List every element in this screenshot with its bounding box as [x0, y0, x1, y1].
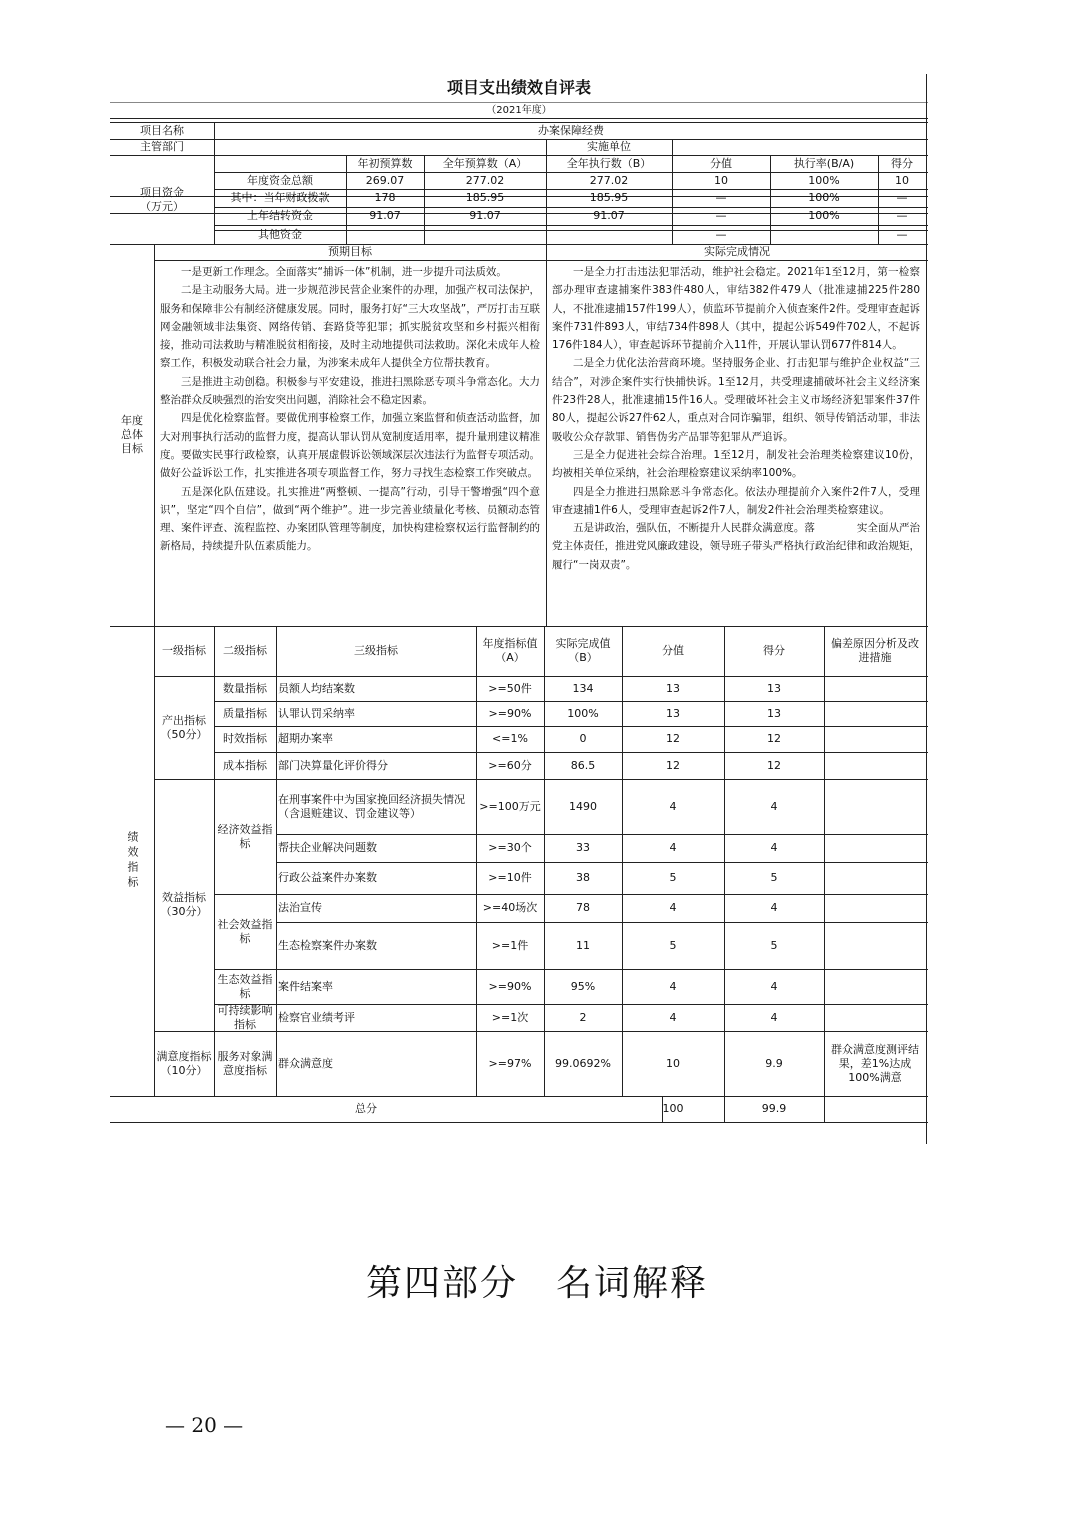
- goal-paragraph: 一是全力打击违法犯罪活动，维护社会稳定。2021年1至12月，第一检察部办理审查逮捕案件383件480人，审结382件479人（批准逮捕225件280人，不批准逮捕157件199人），侦监环节提前介入侦查案件2件。受理审查起诉案件731件893人，审结734件898人（其中，提起公诉549件702人，不起诉176件184人），审查起诉环节提前介入11件，开展认罪认罚677件814人。: [552, 266, 920, 352]
- level1-output: 产出指标（50分）: [160, 713, 208, 741]
- score-value: 13: [666, 706, 680, 720]
- funds-cell: 100%: [808, 191, 840, 204]
- funds-cell: [546, 225, 672, 244]
- level2-cell: 服务对象满意度指标: [217, 1049, 273, 1077]
- project-name-label: 项目名称: [140, 123, 184, 137]
- actual-value: 86.5: [570, 758, 596, 772]
- funds-cell: —: [896, 227, 908, 241]
- funds-cell: 178: [374, 191, 396, 204]
- funds-header: 执行率(B/A): [793, 156, 855, 170]
- got-value: 5: [770, 871, 778, 884]
- funds-header: 全年执行数（B）: [566, 156, 652, 170]
- deviation-note: [824, 834, 926, 862]
- got-value: 12: [767, 758, 781, 772]
- level3-cell: 认罪认罚采纳率: [278, 706, 355, 720]
- level2-cell: 经济效益指标: [217, 822, 273, 850]
- got-value: 13: [767, 681, 781, 695]
- score-value: 5: [669, 871, 677, 884]
- level3-cell: 生态检察案件办案数: [278, 938, 377, 952]
- deviation-note: [824, 752, 926, 779]
- deviation-note: [824, 969, 926, 1004]
- funds-cell: 269.07: [365, 173, 405, 187]
- score-value: 5: [669, 938, 677, 952]
- page-number: — 20 —: [165, 1413, 244, 1437]
- target-value: >=60分: [488, 758, 532, 772]
- funds-cell: 100%: [808, 209, 840, 222]
- got-value: 13: [767, 706, 781, 720]
- target-value: >=50件: [488, 681, 532, 695]
- goal-paragraph: 三是推进主动创稳。积极参与平安建设，推进扫黑除恶专项斗争常态化。大力整治群众反映强烈的治安突出问题，消除社会不稳定因素。: [160, 375, 540, 407]
- target-value: >=90%: [488, 979, 532, 993]
- impl-unit-label: 实施单位: [587, 140, 631, 153]
- funds-cell: 277.02: [589, 173, 629, 187]
- goal-paragraph: 五是深化队伍建设。扎实推进“两整顿、一提高”行动，引导干警增强“四个意识”，坚定“四个自信”，做到“两个维护”。进一步完善业绩量化考核、员额动态管理、案件评查、流程监控、办案团队管理等制度，加快构建检察权运行监督制约的新格局，持续提升队伍素质能力。: [160, 485, 540, 553]
- perf-header: 得分: [763, 644, 785, 657]
- funds-cell: 277.02: [465, 173, 505, 187]
- level3-cell: 部门决算量化评价得分: [278, 758, 388, 772]
- actual-value: 78: [576, 901, 590, 914]
- funds-cell: 10: [895, 173, 909, 187]
- actual-value: 95%: [570, 979, 596, 993]
- level1-satisfaction: 满意度指标（10分）: [156, 1049, 212, 1077]
- funds-cell: 185.95: [589, 191, 629, 204]
- funds-cell: —: [715, 191, 727, 204]
- level2-cell: 可持续影响指标: [217, 1003, 273, 1031]
- goal-paragraph: 二是全力优化法治营商环境。坚持服务企业、打击犯罪与维护企业权益“三结合”，对涉企案件实行快捕快诉。1至12月，共受理逮捕破坏社会主义经济案件23件28人，批准逮捕15件16人。受理破坏社会主义市场经济犯罪案件37件80人，提起公诉27件62人，重点对合同诈骗罪，组织、领导传销活动罪，非法吸收公众存款罪、销售伪劣产品罪等犯罪从严追诉。: [552, 357, 920, 443]
- level3-cell: 员额人均结案数: [278, 681, 355, 695]
- actual-value: 11: [576, 938, 590, 952]
- expected-goals-text: [154, 261, 546, 625]
- level2-cell: 社会效益指标: [217, 917, 273, 945]
- goal-paragraph: 一是更新工作理念。全面落实“捕诉一体”机制，进一步提升司法质效。: [181, 266, 507, 278]
- funds-cell: 10: [714, 173, 728, 187]
- deviation-note: [824, 701, 926, 726]
- actual-value: 100%: [567, 706, 599, 720]
- target-value: >=10件: [488, 871, 532, 884]
- got-value: 4: [770, 799, 778, 813]
- score-value: 4: [669, 799, 677, 813]
- score-value: 13: [666, 681, 680, 695]
- funds-cell: —: [715, 227, 727, 241]
- level2-cell: 时效指标: [223, 732, 267, 745]
- perf-header: 年度指标值（A）: [482, 637, 538, 664]
- deviation-note: [824, 862, 926, 894]
- target-value: >=97%: [488, 1056, 532, 1070]
- score-value: 4: [669, 979, 677, 993]
- target-value: <=1%: [492, 732, 528, 745]
- total-label: 总分: [355, 1102, 377, 1115]
- table-year: （2021年度）: [486, 105, 552, 116]
- actual-results-text: [546, 261, 926, 625]
- funds-row-label: 上年结转资金: [247, 209, 313, 222]
- actual-value: 2: [579, 1010, 587, 1024]
- level1-benefit: 效益指标（30分）: [160, 891, 208, 918]
- grid-line: [110, 1122, 928, 1123]
- actual-value: 1490: [569, 799, 597, 813]
- grid-line: [110, 118, 928, 119]
- funds-cell: —: [896, 209, 908, 222]
- funds-row-label: 年度资金总额: [247, 173, 313, 187]
- deviation-note: 群众满意度测评结果，差1%达成100%满意: [831, 1042, 919, 1084]
- got-value: 4: [770, 979, 778, 993]
- target-value: >=30个: [488, 841, 532, 854]
- funds-cell: [770, 225, 878, 244]
- score-value: 4: [669, 1010, 677, 1024]
- goal-paragraph: 四是优化检察监督。要做优刑事检察工作，加强立案监督和侦查活动监督，加大对刑事执行活动的监督力度，提高认罪认罚从宽制度适用率，提升量刑建议精准度。要做实民事行政检察，认真开展虚假诉讼领域深层次违法行为监督专项活动。做好公益诉讼工作，扎实推进各项专项监督工作，努力寻找生态检察工作突破点。: [160, 412, 540, 480]
- funds-header: 全年预算数（A）: [442, 156, 528, 170]
- got-value: 12: [767, 732, 781, 745]
- goal-paragraph: 二是主动服务大局。进一步规范涉民营企业案件的办理，加强产权司法保护，服务和保障非公有制经济健康发展。同时，服务打好“三大攻坚战”，严厉打击互联网金融领域非法集资、网络传销、套路贷等犯罪；抓实脱贫攻坚和乡村振兴相衔接，推动司法救助与精准脱贫相衔接，及时主动地提供司法救助。深化未成年人检察工作，积极发动联合社会力量，为涉案未成年人提供全方位帮扶教育。: [160, 284, 540, 370]
- goal-paragraph: 四是全力推进扫黑除恶斗争常态化。依法办理提前介入案件2件7人，受理审查逮捕1件6人，受理审查起诉2件7人，制发2件社会治理类检察建议。: [552, 485, 920, 516]
- grid-line: [926, 74, 927, 1144]
- level3-cell: 检察官业绩考评: [278, 1010, 355, 1024]
- funds-header: 年初预算数: [357, 156, 413, 170]
- level2-cell: 数量指标: [223, 681, 267, 695]
- actual-value: 0: [579, 732, 587, 745]
- performance-table: [110, 74, 928, 1144]
- funds-header: 分值: [710, 156, 732, 170]
- perf-header: 三级指标: [354, 644, 398, 657]
- funds-header: 得分: [891, 156, 913, 170]
- target-value: >=90%: [488, 706, 532, 720]
- funds-cell: —: [896, 191, 908, 204]
- table-title: 项目支出绩效自评表: [110, 74, 928, 103]
- score-value: 4: [669, 841, 677, 854]
- deviation-note: [824, 676, 926, 701]
- project-name-value: 办案保障经费: [538, 123, 604, 137]
- deviation-note: [824, 726, 926, 752]
- score-value: 10: [666, 1056, 680, 1070]
- level3-cell: 在刑事案件中为国家挽回经济损失情况（含退赃建议、罚金建议等）: [278, 792, 465, 820]
- funds-cell: [346, 225, 424, 244]
- got-value: 4: [770, 901, 778, 914]
- level2-cell: 质量指标: [223, 706, 267, 720]
- funds-cell: 91.07: [593, 209, 625, 222]
- deviation-note: [824, 1004, 926, 1031]
- dept-label: 主管部门: [140, 140, 184, 153]
- score-value: 12: [666, 758, 680, 772]
- level3-cell: 行政公益案件办案数: [278, 871, 377, 884]
- funds-cell: 185.95: [465, 191, 505, 204]
- deviation-note: [824, 894, 926, 922]
- total-got: 99.9: [761, 1102, 787, 1115]
- perf-label: 绩效指标: [126, 831, 139, 891]
- goal-paragraph: 三是全力促进社会综合治理。1至12月，制发社会治理类检察建议10份，均被相关单位采纳，社会治理检察建议采纳率100%。: [552, 448, 920, 480]
- funds-row-label: 其中：当年财政拨款: [230, 191, 330, 204]
- funds-cell: 100%: [808, 173, 840, 187]
- perf-header: 二级指标: [223, 644, 267, 657]
- perf-header: 分值: [662, 644, 684, 657]
- expected-header: 预期目标: [328, 245, 372, 258]
- target-value: >=1件: [491, 938, 529, 952]
- grid-line: [824, 1096, 825, 1122]
- level2-cell: 生态效益指标: [217, 972, 273, 1000]
- funds-cell: 91.07: [469, 209, 501, 222]
- funds-row-label: 其他资金: [258, 227, 302, 241]
- actual-value: 38: [576, 871, 590, 884]
- level2-cell: 成本指标: [223, 758, 267, 772]
- funds-label: 项目资金（万元）: [140, 185, 184, 213]
- funds-cell: —: [715, 209, 727, 222]
- level3-cell: 案件结案率: [278, 979, 333, 993]
- actual-header: 实际完成情况: [704, 245, 770, 258]
- perf-header: 一级指标: [162, 644, 206, 657]
- funds-cell: [424, 225, 546, 244]
- got-value: 9.9: [765, 1056, 783, 1070]
- perf-header: 偏差原因分析及改进措施: [831, 637, 919, 664]
- section-heading: 第四部分 名词解释: [365, 1263, 708, 1304]
- level3-cell: 法治宣传: [278, 901, 322, 914]
- actual-value: 99.0692%: [555, 1056, 611, 1070]
- deviation-note: [824, 779, 926, 834]
- level3-cell: 群众满意度: [278, 1056, 333, 1070]
- goal-paragraph: 五是讲政治，强队伍，不断提升人民群众满意度。落 实全面从严治党主体责任，推进党风廉政建设，领导班子带头严格执行政治纪律和政治规矩，履行“一岗双责”。: [552, 522, 920, 571]
- got-value: 4: [770, 841, 778, 854]
- total-score: 100: [662, 1102, 684, 1115]
- goal-label: 年度总体目标: [121, 414, 143, 455]
- target-value: >=1次: [491, 1010, 529, 1024]
- level3-cell: 帮扶企业解决问题数: [278, 841, 377, 854]
- target-value: >=40场次: [482, 901, 538, 914]
- got-value: 4: [770, 1010, 778, 1024]
- actual-value: 134: [572, 681, 594, 695]
- funds-cell: 91.07: [369, 209, 401, 222]
- actual-value: 33: [576, 841, 590, 854]
- perf-header: 实际完成值（B）: [555, 637, 611, 664]
- got-value: 5: [770, 938, 778, 952]
- deviation-note: [824, 922, 926, 969]
- level3-cell: 超期办案率: [278, 732, 333, 745]
- dept-value: [214, 139, 546, 155]
- score-value: 4: [669, 901, 677, 914]
- target-value: >=100万元: [479, 799, 541, 813]
- score-value: 12: [666, 732, 680, 745]
- impl-unit-value: [672, 139, 928, 155]
